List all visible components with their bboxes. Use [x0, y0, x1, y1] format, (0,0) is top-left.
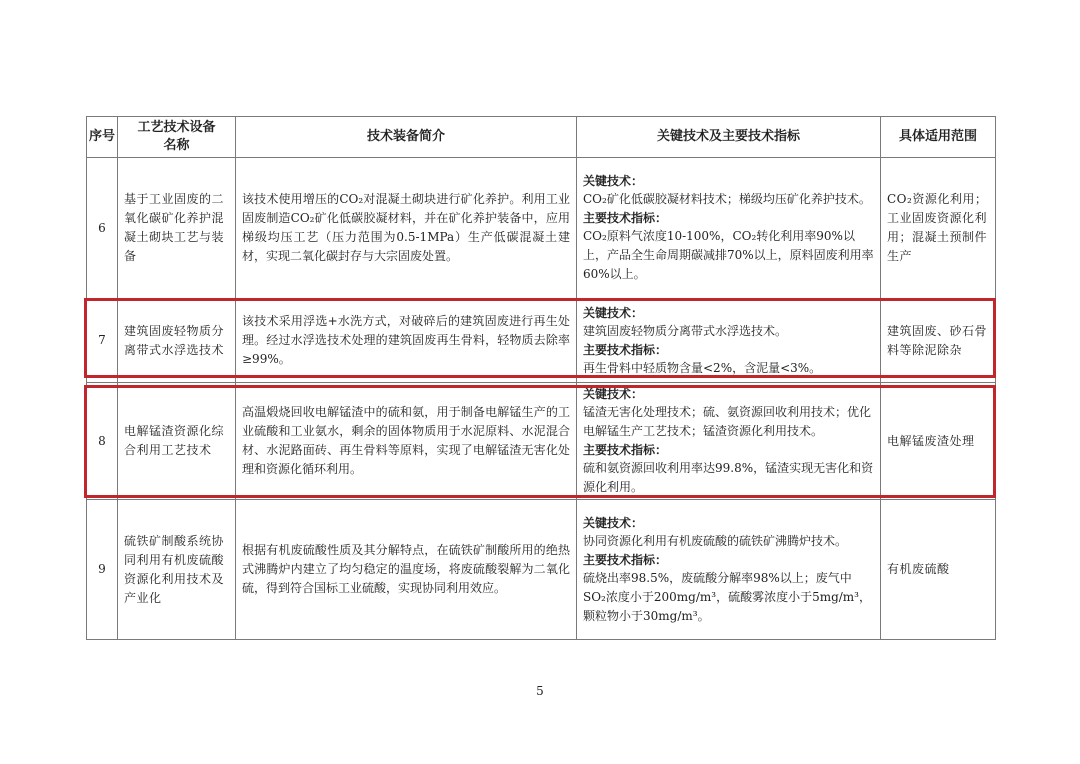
row-desc: 该技术使用增压的CO₂对混凝土砌块进行矿化养护。利用工业固废制造CO₂矿化低碳胶凝材料，并在矿化养护装备中，应用梯级均压工艺（压力范围为0.5-1MPa）生产低碳混凝土建材，实现二氧化碳封存与大宗固废处置。 — [236, 158, 577, 299]
key-tech-text: 锰渣无害化处理技术；硫、氨资源回收利用技术；优化电解锰生产工艺技术；锰渣资源化利用技术。 — [583, 405, 872, 438]
highlight-box-row-8 — [84, 385, 996, 498]
table-row — [87, 158, 996, 299]
indicator-text: CO₂原料气浓度10-100%，CO₂转化利用率90%以上，产品全生命周期碳减排70%以上，原料固废利用率60%以上。 — [583, 229, 874, 281]
row-desc: 该技术采用浮选+水洗方式，对破碎后的建筑固废进行再生处理。经过水浮选技术处理的建筑固废再生骨料，轻物质去除率≥99%。 — [236, 299, 577, 383]
key-tech-label: 关键技术： — [583, 305, 644, 320]
indicator-label: 主要技术指标： — [583, 443, 668, 457]
key-tech-text: 协同资源化利用有机废硫酸的硫铁矿沸腾炉技术。 — [583, 533, 848, 548]
indicator-label: 主要技术指标： — [583, 552, 668, 567]
row-name: 硫铁矿制酸系统协同利用有机废硫酸资源化利用技术及产业化 — [118, 500, 236, 640]
row-name: 基于工业固废的二氧化碳矿化养护混凝土砌块工艺与装备 — [118, 158, 236, 299]
row-scope: CO₂资源化利用；工业固废资源化利用；混凝土预制件生产 — [881, 158, 996, 299]
row-name: 建筑固废轻物质分离带式水浮选技术 — [118, 299, 236, 383]
header-name: 工艺技术设备名称 — [118, 117, 236, 158]
technology-table — [86, 116, 996, 640]
key-tech-label: 关键技术： — [583, 174, 644, 188]
header-desc: 技术装备简介 — [236, 117, 577, 158]
page-number: 5 — [536, 684, 544, 698]
row-scope: 建筑固废、砂石骨料等除泥除杂 — [881, 299, 996, 383]
indicator-text: 再生骨料中轻质物含量<2%，含泥量<3%。 — [583, 360, 822, 375]
key-tech-text: CO₂矿化低碳胶凝材料技术；梯级均压矿化养护技术。 — [583, 192, 871, 206]
row-key — [577, 500, 881, 640]
row-no: 6 — [87, 158, 118, 299]
row-no: 8 — [87, 383, 118, 500]
header-scope: 具体适用范围 — [881, 117, 996, 158]
indicator-label: 主要技术指标： — [583, 342, 668, 357]
row-scope: 电解锰废渣处理 — [881, 383, 996, 500]
table-row — [87, 500, 996, 640]
highlight-box-row-7 — [84, 298, 996, 378]
row-scope: 有机废硫酸 — [881, 500, 996, 640]
row-name: 电解锰渣资源化综合利用工艺技术 — [118, 383, 236, 500]
header-no: 序号 — [87, 117, 118, 158]
row-key — [577, 158, 881, 299]
indicator-text: 硫和氨资源回收利用率达99.8%，锰渣实现无害化和资源化利用。 — [583, 461, 874, 494]
indicator-text: 硫烧出率98.5%，废硫酸分解率98%以上；废气中SO₂浓度小于200mg/m³，硫酸雾浓度小于5mg/m³，颗粒物小于30mg/m³。 — [583, 570, 871, 623]
header-row — [87, 117, 996, 158]
header-key: 关键技术及主要技术指标 — [577, 117, 881, 158]
row-no: 9 — [87, 500, 118, 640]
key-tech-label: 关键技术： — [583, 387, 644, 401]
key-tech-text: 建筑固废轻物质分离带式水浮选技术。 — [583, 323, 788, 338]
row-desc: 高温煅烧回收电解锰渣中的硫和氨，用于制备电解锰生产的工业硫酸和工业氨水，剩余的固体物质用于水泥原料、水泥混合材、水泥路面砖、再生骨料等原料，实现了电解锰渣无害化处理和资源化循环利用。 — [236, 383, 577, 500]
key-tech-label: 关键技术： — [583, 515, 644, 530]
indicator-label: 主要技术指标： — [583, 211, 668, 225]
row-desc: 根据有机废硫酸性质及其分解特点，在硫铁矿制酸所用的绝热式沸腾炉内建立了均匀稳定的温度场，将废硫酸裂解为二氧化硫，得到符合国标工业硫酸，实现协同利用效应。 — [236, 500, 577, 640]
row-no: 7 — [87, 299, 118, 383]
